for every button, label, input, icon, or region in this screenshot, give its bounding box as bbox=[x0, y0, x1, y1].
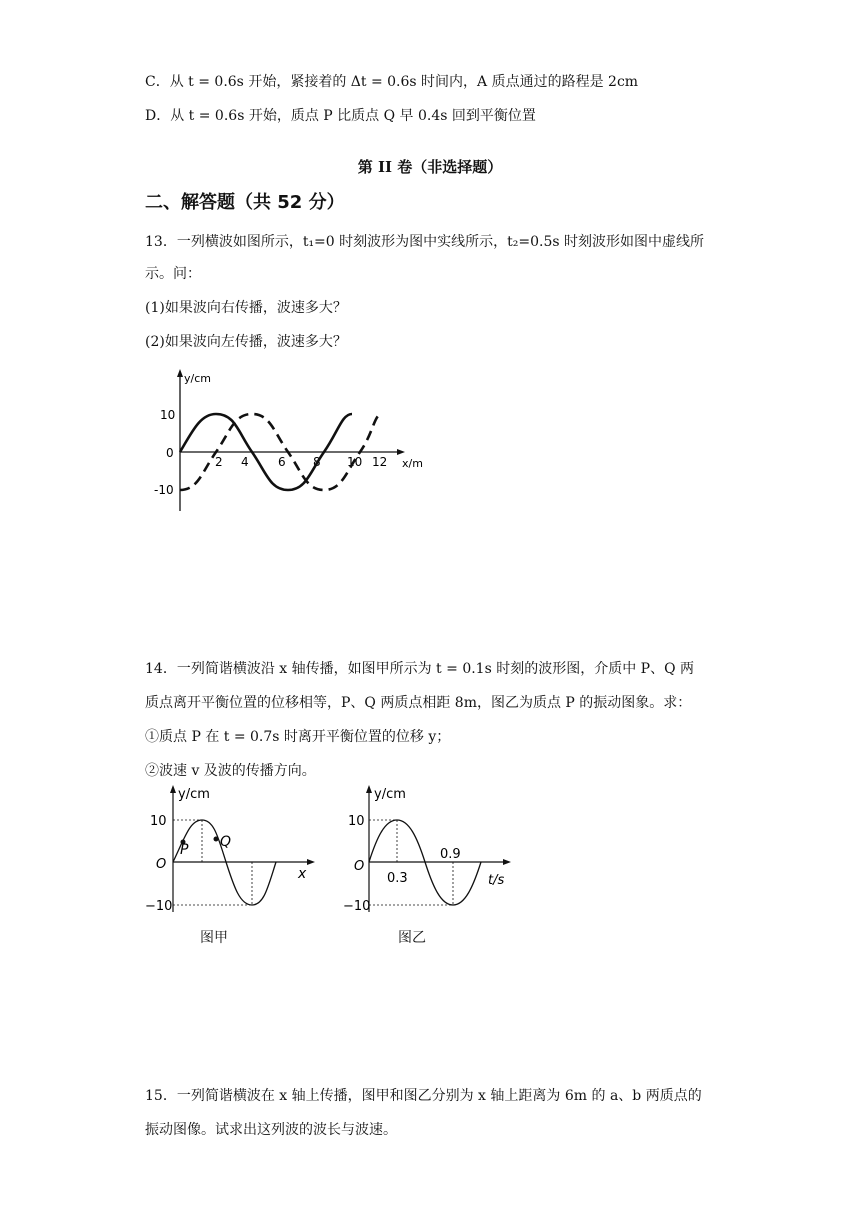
q14-sub1: ①质点 P 在 t = 0.7s 时离开平衡位置的位移 y； bbox=[145, 729, 451, 745]
q14b-caption: 图乙 bbox=[398, 930, 426, 946]
q14a-y-bottom: −10 bbox=[145, 899, 173, 914]
q13-x-tick-10: 10 bbox=[347, 455, 363, 469]
q14b-y-bottom: −10 bbox=[343, 899, 371, 914]
q14a-y-top: 10 bbox=[150, 814, 167, 829]
q13-x-tick-2: 2 bbox=[215, 455, 223, 469]
q14-line1: 14．一列简谐横波沿 x 轴传播，如图甲所示为 t = 0.1s 时刻的波形图，介质中 P、Q 两 bbox=[145, 661, 695, 677]
q14a-p-label: P bbox=[180, 842, 189, 858]
q13-x-tick-8: 8 bbox=[313, 455, 321, 469]
q13-y-bottom: -10 bbox=[154, 483, 174, 497]
q14b-tick-03: 0.3 bbox=[387, 871, 408, 886]
q13-x-tick-4: 4 bbox=[241, 455, 249, 469]
q14a-caption: 图甲 bbox=[200, 930, 228, 946]
q13-x-tick-6: 6 bbox=[278, 455, 286, 469]
q13-x-tick-12: 12 bbox=[372, 455, 388, 469]
section-title: 第 II 卷（非选择题） bbox=[357, 158, 503, 176]
q13-sub1: (1)如果波向右传播，波速多大？ bbox=[145, 300, 347, 316]
q13-y-label: y/cm bbox=[184, 372, 211, 385]
q14a-y-label: y/cm bbox=[178, 787, 210, 802]
q14a-origin: O bbox=[156, 857, 167, 872]
q13-sub2: (2)如果波向左传播，波速多大？ bbox=[145, 334, 347, 350]
q14-fig-a bbox=[140, 782, 320, 917]
q14-sub2: ②波速 v 及波的传播方向。 bbox=[145, 763, 316, 779]
q13-y-top: 10 bbox=[160, 408, 176, 422]
q13-wave-graph bbox=[140, 366, 440, 516]
part-heading: 二、解答题（共 52 分） bbox=[145, 192, 345, 213]
q14b-origin: O bbox=[354, 859, 365, 874]
q14-line2: 质点离开平衡位置的位移相等，P、Q 两质点相距 8m，图乙为质点 P 的振动图象。求： bbox=[145, 695, 692, 711]
option-c: C．从 t = 0.6s 开始，紧接着的 Δt = 0.6s 时间内，A 质点通过的路程是 2cm bbox=[145, 74, 639, 90]
q13-origin: 0 bbox=[166, 446, 174, 460]
q14a-point-q bbox=[214, 837, 219, 842]
q14b-y-label: y/cm bbox=[374, 787, 406, 802]
q13-line2: 示。问： bbox=[145, 266, 201, 282]
q14a-q-label: Q bbox=[220, 834, 232, 850]
q14a-x-label: x bbox=[298, 866, 307, 882]
q15-line1: 15．一列简谐横波在 x 轴上传播，图甲和图乙分别为 x 轴上距离为 6m 的 a、b 两质点的 bbox=[145, 1088, 702, 1104]
q13-line1: 13．一列横波如图所示，t₁=0 时刻波形为图中实线所示，t₂=0.5s 时刻波形如图中虚线所 bbox=[145, 234, 705, 250]
q14b-y-top: 10 bbox=[348, 814, 365, 829]
q14b-x-label: t/s bbox=[488, 873, 505, 888]
q14-fig-b bbox=[336, 782, 516, 917]
q13-x-label: x/m bbox=[402, 457, 423, 470]
option-d: D．从 t = 0.6s 开始，质点 P 比质点 Q 早 0.4s 回到平衡位置 bbox=[145, 108, 536, 124]
q14b-tick-09: 0.9 bbox=[440, 847, 461, 862]
q15-line2: 振动图像。试求出这列波的波长与波速。 bbox=[145, 1122, 397, 1138]
